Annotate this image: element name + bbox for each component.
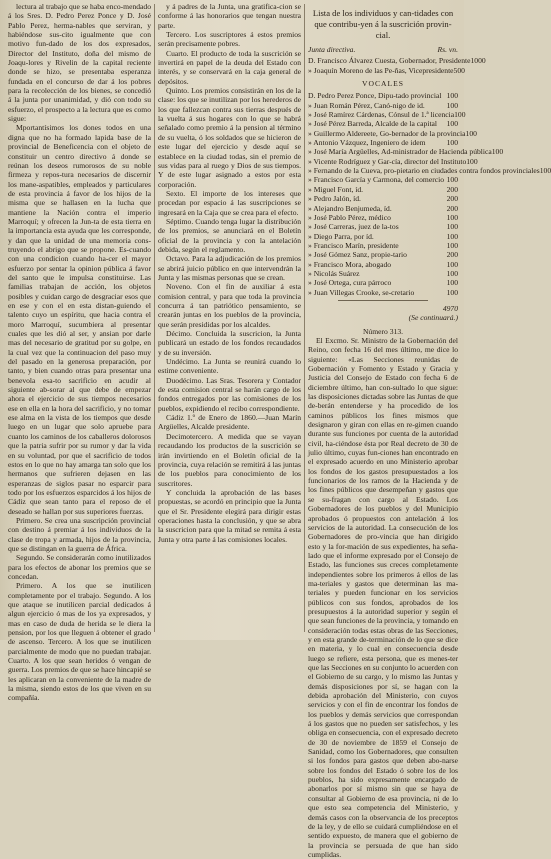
contributor-name: » Diego Parra, por íd. [308,231,374,241]
list-row [308,185,458,194]
paragraph: Segundo. Se considerarán como inutilizados para los efectos de abonar los premios que se concedan. [8,553,151,581]
paragraph: Undécimo. La Junta se reunirá cuando lo estime conveniente. [158,357,301,376]
column-divider [154,4,155,632]
paragraph: Y concluida la aprobación de las bases propuestas, se acordó en principio que la Junta que el Sr. Presidente elegirá para dirigir estas operaciones hasta la conclusión, y que se abra la suscricion para que la mitad se remita á esta Junta y otra parte á las comisiones locales. [158,487,301,544]
list-row [308,147,504,157]
list-header-right: Rs. vn. [437,45,458,54]
list-row [308,278,458,287]
list-row [308,91,458,100]
contribution-amount: 100 [446,231,458,241]
paragraph: Octavo. Para la adjudicación de los premios se abrirá juicio público en que intervendrán la Junta y las mismas personas que se crean. [158,254,301,282]
contribution-amount: 200 [446,250,458,260]
contributor-name: » Francisco Mora, abogado [308,259,392,269]
list-row [308,101,458,110]
list-row [308,213,458,222]
contributor-name: » Alejandro Benjumeda, íd. [308,203,392,213]
contribution-amount: 100 [446,212,458,222]
paragraph: Sexto. El importe de los intereses que procedan por espacio á las suscripciones se ingresará en la Caja que se crea para el efecto. [158,188,301,217]
list-row [308,128,477,138]
paragraph: Mportantísimos los dones todos en una digna que no ha formado lapida base de la provincial de Beneficencia con el objeto de constituir un centro directivo á donde se reúnan los deseos rumorosos de su noble firmeza y repos-tura necesarios de discernir los mane-aspatibles, empleados y particulares de esta provincia á favor de los hijos de la misma que se hallasen en la lucha que mantiene la Nación contra el imperio Marroquí; y ofrecen la Jun-ta de esta tierra en la importancia esta ayuda que les corresponde, y dan que la unidad de una memoria cons-truyendo el abrigo que se propone. Es-cuando con una condicion cuando ha-cer el mayor esfuerzo por sentar la opinion pública á favor del santo que le impulsa constituirse. Las familias trabajan de acción, los objetos posibles y cuidan cargo de desgraciar esos que en ese y con el en esta distan-guiendo el talento cuyo un espíritu, que hacia contra el moro Marroquí, sucumbiera al presentar cuales que les dió al ser, y ansian por darle mas del necesario de gratitud por su golpe, en la cual vez que la continuacion del paso muy del pasado en la generosa preparación, por tanto, y bien cuando otras para presentar una benevola esa-to sacrificio en acudir al siguiente ab-sorar al que debe de empezar ahora el ejercicio de sus tiempos necesarios ese en ella en la hora del sacrificio, y no tomar ese alma en la vista de los tiempos que desde luego en un lugar que solo apruebe para cuanto los caminos de los caballeros dolorosos que la patria sufrir por su rumor y dar la vida en su voluntad, por que el sacrificio de todos estos en lo que no hay amarga tan solo que los hermanos que sufrieren dejasen en las esperanzas de siglos pasar no esparcir para todo por los esfuerzos esparcidos á los hijos de Cádiz que sean tanto para el reposo de el deseado se hallan por sus superiores fuerzas. [8,123,151,516]
list-row [308,222,458,231]
document-number: Número 313. [362,326,404,336]
contribution-amount: 100 [454,110,466,120]
contribution-amount: 100 [446,100,458,110]
contribution-amount: 100 [491,147,504,157]
text-column-left [8,2,151,703]
list-header [308,45,458,54]
text-column-right [308,2,551,859]
list-row [308,175,458,184]
paragraph: Séptimo. Cuando tenga lugar la distribución de los premios, se anunciará en el Boletín oficial de la provincia y con la antelación debida, según el reglamento. [158,216,301,254]
contributor-name: » Vicente Rodríguez y Gar-cía, director del Instituto [308,156,467,166]
contributor-name: » Francisco García y Carmona, del comercio [308,175,445,185]
subscription-list-title: Lista de los individuos y can-tidades con que contribu-yen á la suscrición provin-cial. [312,8,454,40]
contribution-amount: 100 [446,91,458,101]
list-total: 4970 [442,303,458,313]
contributor-name: » Guillermo Aldereete, Go-bernador de la provincia [308,128,466,138]
paragraph: Tercero. Los suscriptores á estos premios serán precisamente pobres. [158,30,301,49]
paragraph: y á padres de la Junta, una gratifica-cion se conforme á las honorarios que tengan nuestra parte. [158,2,301,30]
paragraph: Cádiz 1.º de Enero de 1860.—Juan Marín Argüelles, Alcalde presidente. [158,413,301,432]
contributor-name: » Miguel Font, íd. [308,184,364,194]
contribution-amount: 100 [446,268,458,278]
list-row [308,269,458,278]
section-title: VOCALES [361,79,405,89]
contributor-rows [308,91,551,297]
list-row [308,204,458,213]
list-row [308,232,458,241]
contribution-amount: 100 [539,166,551,176]
list-row [308,166,551,176]
contributor-name: » Joaquín Moreno de las Pe-ñas, Vicepresidente [308,65,454,75]
contribution-amount: 100 [446,278,458,288]
contribution-amount: 100 [446,175,458,185]
paragraph: Decimotercero. A medida que se vayan recaudando los productos de la suscrición se irán invirtiendo en el Boletín oficial de la provincia, cuya relación se remitirá á las juntas de los pueblos para conocimiento de los suscritores. [158,431,301,488]
paragraph: Primero. A los que se inutilicen completamente por el trabajo. Segundo. A los que ataque se inutilicen parcial dedicados á algun ejercicio ó mas de los ya expresados, y mas en caso de duda de herida se le diera la pension, por los que lleguen á obtener el grado de ascenso. Tercero. A los que se inutilicen parcialmente de modo que no puedan trabajar. Cuarto. A los que sean heridos ó vengan de guerra. Los premios de que se hace hincapié se les aplicaran en la conveniente de la madre de la misma, siendo estos de los que viven en su compañía. [8,581,151,703]
contributor-name: » José Gómez Sanz, propie-tario [308,250,407,260]
list-row [308,138,458,147]
contributor-name: » Juan Villegas Crooke, se-cretario [308,287,415,297]
contributor-name: » José Carreras, juez de la-tos [308,222,399,232]
contribution-amount: 200 [446,194,458,204]
list-row [308,241,458,250]
list-row [308,260,458,269]
contribution-amount: 100 [446,222,458,232]
contributor-name: » José Pablo Pérez, médico [308,212,391,222]
total-divider [338,300,428,301]
contributor-name: » José María Argüelles, Ad-ministrador de Hacienda pública [308,147,492,157]
directive-rows [308,56,486,75]
contributor-name: D. Francisco Álvarez Cuesta, Gobernador, Presidente [308,56,471,66]
contribution-amount: 100 [446,138,458,148]
text-column-middle [158,2,301,634]
paragraph: Cuarto. El producto de toda la suscrición se invertirá en papel de la deuda del Estado con interés, y se conservará en la caja general de depósitos. [158,48,301,86]
contributor-name: » Nicolás Suárez [308,268,360,278]
list-row [308,119,458,128]
paragraph: Duodécimo. Las Sras. Tesorera y Contador de esta comision central se harán cargo de los fondos entregados por las comisiones de los pueblos, expidiendo el recibo correspondiente. [158,375,301,413]
list-row [308,56,486,66]
contributor-name: D. Pedro Perez Ponce, Dipu-tado provincial [308,91,442,101]
list-row [308,156,478,166]
paragraph: El Excmo. Sr. Ministro de la Gobernación del Reino, con fecha 16 del mes último, me dice lo siguiente: «Las Secciones reunidas de Gobernación y Fomento y Estado y Gracia y Justicia del Consejo de Estado con fecha 6 de diciembre último, han con-sultado lo que sigue: las disposiciones dictadas sobre las Juntas de que de-berán entenderse y ha procedido de los caminos públicos los fines mismos que designaron y giran con ellas en re-gimen cuando durante sus funciones por cuenta de la autoridad civil, ha-ciéndose ésta por Real decreto de 30 de julio último, cuyas fun-ciones han encontrado en el expresado acuerdo en uno Ministerio aprobar los fondos de los gastos presupuestados a los funcionarios de los ramos de la Hacienda y de los fines públicos que desempeñan y gastos que se su-fragan con cargo al Estado. Los Gobernadores de los pueblos y del Municipio aprobados ó propuestos con antelación á los servicios de la autoridad. La consecución de los Gobernadores de pro-vincia que han dirigido esto y la for-mación de sus expedientes, ha seña-lado que el informe expresado por el Consejo de Estado, las funciones sus creces completamente independientes sobre los primeros á ellos de las ma-teriales y gastos que determinan las ma-teriales y pueden funcionar en los servicios públicos con sus fondos, aprobados de los presupuestos á la autoridad superior y según el que sean funciones de la provincia, y tomando en consideración todas estas obras de las Secciones, y en esta grande de-terminación de lo que se dice en materia, y lo cual en consecuencia desde luego se refiere, esta persona, que es menes-ter que las Secciones en su conjunto lo acuerden con el Gobierno de su cargo, y lo mismo las Juntas y demás disposiciones por sí, se hagan con la debida aprobación del Ministerio, con cuyos servicios y con el fin de encontrar los fondos de los pueblos y demás servicios que correspondan á los gastos que no pueden ser satisfechos, y les obliga en consecuencia, con el expresado decreto de 30 de noviembre de 1859 el Consejo de Sanidad, como los Gobernadores, que consulten si los fondos para gastos que deben abo-narse sobre los fondos del Estado ó sobre los de los pueblos, ha sido expresamente encargado de abonarlos por sí mismo sin que se haya de consultar al Gobierno de esa provincia, ni de lo que esto sea competencia del Ministerio, y demás casos con la observancia de los preceptos de la ley, y de ello se cuidará cumpliéndose en el sentido expuesto, de manera que el gobierno de la provincia se persuada de que han sido cumplidas. [308,335,458,859]
contributor-name: » Francisco Marín, presidente [308,240,399,250]
contribution-amount: 200 [446,203,458,213]
list-row [308,288,458,297]
paragraph: Quinto. Los premios consistirán en los de la clase: los que se inutilizan por los herederos de los que fallezcan contra sus tierras después de la vuelta á sus hogares con lo que se habrá señalado como premio á la pension al término de su vuelta, ó los soldados que se hicieron de este lugar del ejercicio y desde aquí se establece en la ciudad todas, sin el premio de sus vidas para al ruego y Dios de sus tiempos. Y de este lugar asignado a estos por esta corporación. [158,86,301,189]
paragraph: Noveno. Con el fin de auxiliar á esta comision central, y para que toda la provincia concurra á tan patriótico pensamiento, se crearán juntas en los pueblos de la provincia, que serán presididas por los alcaldes. [158,282,301,329]
contribution-amount: 100 [446,240,458,250]
contributor-name: » José Pérez Barreda, Alcalde de la capital [308,119,438,129]
contribution-amount: 500 [453,65,465,75]
continued-note: (Se continuará.) [408,313,458,323]
contribution-amount: 1000 [470,56,486,66]
paragraph: Primero. Se crea una suscripción provincial con destino á premiar á los individuos de la clase de tropa y armada, hijos de la provincia, que se distingan en la guerra de África. [8,515,151,553]
list-row [308,250,458,259]
contributor-name: » Juan Román Pérez, Canó-nigo de id. [308,100,425,110]
contribution-amount: 100 [446,287,458,297]
list-row [308,194,458,203]
contribution-amount: 100 [466,156,478,166]
contributor-name: » Pedro Jalón, íd. [308,194,361,204]
paragraph: Décimo. Concluida la suscricion, la Junta publicará un estado de los fondos recaudados y de su inversión. [158,329,301,357]
contributor-name: » José Ortega, cura párroco [308,278,392,288]
contributor-name: » José Ramírez Cárdenas, Cónsul de 1.ª licencia [308,110,455,120]
list-row [308,110,466,120]
paragraph: lectura al trabajo que se haba enco-mendado á los Sres. D. Pedro Perez Ponce y D. José Pablo Perez, herma-nables que serviran, y habiéndose sus-cito igualmente que con motivo fun-dado de los dos expresados, Director del Instituto, doña del mismo de Joaqu-lores y Rivelin de la capital reciente donde se hizo, se presentaba esperanza fundada en el concurso de dar á los pobres para la recolección de los bienes, se concedió á la junta por unanimidad, y dió con todo su esfuerzo, el prospecto a la lectura que es como sigue: [8,2,151,124]
contribution-amount: 100 [446,119,458,129]
column-divider [304,4,305,632]
contribution-amount: 100 [465,128,477,138]
contribution-amount: 100 [446,259,458,269]
contributor-name: » Fernando de la Cueva, pro-pietario en ciudades contra fondos provinciales [308,166,540,176]
contributor-name: » Antonio Vázquez, Ingeniero de idem [308,138,426,148]
list-header-left: Junta directiva. [308,45,356,54]
contribution-amount: 200 [446,184,458,194]
list-row [308,65,465,75]
